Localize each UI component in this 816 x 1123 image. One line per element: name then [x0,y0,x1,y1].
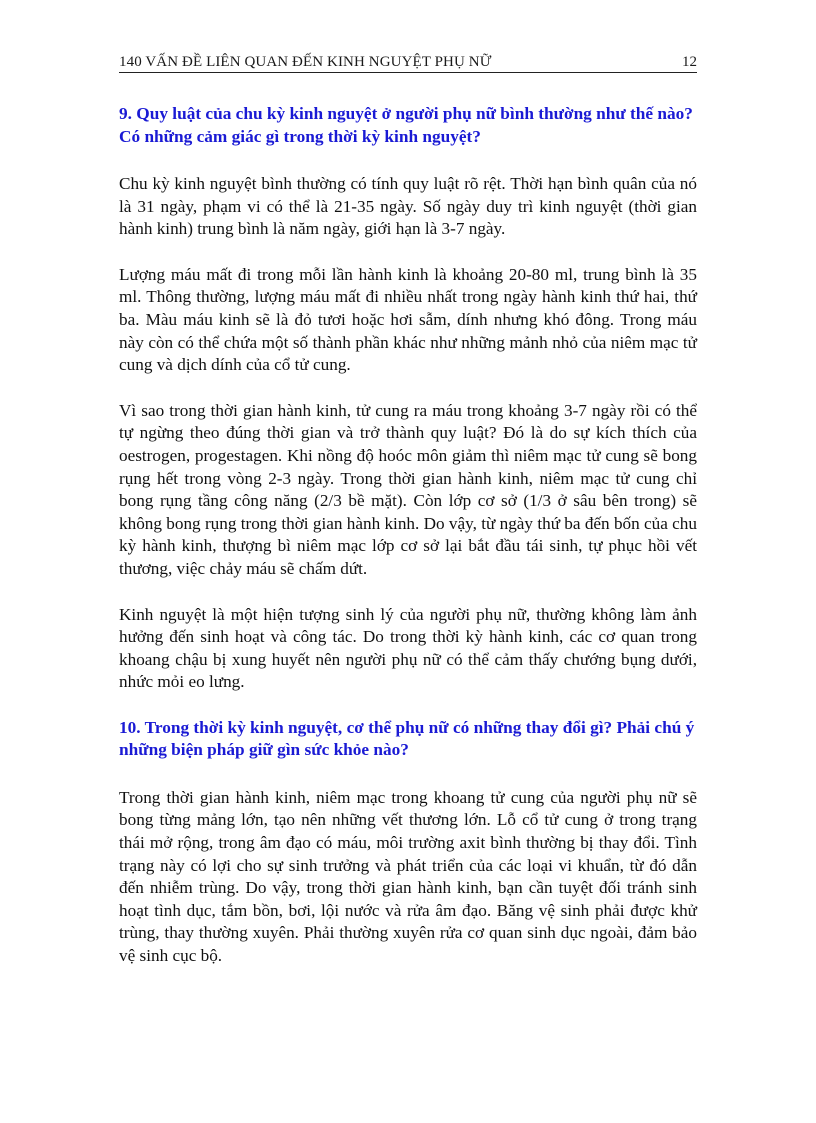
paragraph: Trong thời gian hành kinh, niêm mạc trong khoang tử cung của người phụ nữ sẽ bong từng mảng lớn, tạo nên những vết thương lớn. Lỗ cổ tử cung ở trong trạng thái mở rộng, trong âm đạo có máu, môi trường axit bình thường bị thay đổi. Tình trạng này có lợi cho sự sinh trưởng và phát triển của các loại vi khuẩn, từ đó dẫn đến nhiễm trùng. Do vậy, trong thời gian hành kinh, bạn cần tuyệt đối tránh sinh hoạt tình dục, tắm bồn, bơi, lội nước và rửa âm đạo. Băng vệ sinh phải được khử trùng, thay thường xuyên. Phải thường xuyên rửa cơ quan sinh dục ngoài, đảm bảo vệ sinh cục bộ. [119,787,697,966]
section-heading-10: 10. Trong thời kỳ kinh nguyệt, cơ thể phụ nữ có những thay đổi gì? Phải chú ý những biện pháp giữ gìn sức khỏe nào? [119,717,695,760]
section-heading-9: 9. Quy luật của chu kỳ kinh nguyệt ở người phụ nữ bình thường như thế nào? Có những cảm giác gì trong thời kỳ kinh nguyệt? [119,104,693,146]
paragraph: Chu kỳ kinh nguyệt bình thường có tính quy luật rõ rệt. Thời hạn bình quân của nó là 31 ngày, phạm vi có thể là 21-35 ngày. Số ngày duy trì kinh nguyệt (thời gian hành kinh) trung bình là năm ngày, giới hạn là 3-7 ngày. [119,174,697,239]
paragraph: Kinh nguyệt là một hiện tượng sinh lý của người phụ nữ, thường không làm ảnh hưởng đến sinh hoạt và công tác. Do trong thời kỳ hành kinh, các cơ quan trong khoang chậu bị xung huyết nên người phụ nữ có thể cảm thấy chướng bụng dưới, nhức mỏi eo lưng. [119,604,697,692]
paragraph: Lượng máu mất đi trong mỗi lần hành kinh là khoảng 20-80 ml, trung bình là 35 ml. Thông thường, lượng máu mất đi nhiều nhất trong ngày hành kinh thứ hai, thứ ba. Màu máu kinh sẽ là đỏ tươi hoặc hơi sẫm, dính nhưng khó đông. Trong máu này còn có thể chứa một số thành phần khác như những mảnh nhỏ của niêm mạc tử cung và dịch dính của cổ tử cung. [119,264,697,375]
running-title: 140 VẤN ĐỀ LIÊN QUAN ĐẾN KINH NGUYỆT PHỤ NỮ [119,54,492,70]
page-content [119,103,697,968]
page-header [119,52,697,73]
paragraph: Vì sao trong thời gian hành kinh, tử cung ra máu trong khoảng 3-7 ngày rồi có thể tự ngừng theo đúng thời gian và trở thành quy luật? Đó là do sự kích thích của oestrogen, progestagen. Khi nồng độ hoóc môn giảm thì niêm mạc tử cung sẽ bong rụng hết trong vòng 2-3 ngày. Trong thời gian hành kinh, niêm mạc tử cung chỉ bong rụng tầng công năng (2/3 bề mặt). Còn lớp cơ sở (1/3 ở sâu bên trong) sẽ không bong rụng trong thời gian hành kinh. Do vậy, từ ngày thứ ba đến bốn của chu kỳ hành kinh, thượng bì niêm mạc lớp cơ sở lại bắt đầu tái sinh, tự phục hồi vết thương, việc chảy máu sẽ chấm dứt. [119,400,697,578]
page-number: 12 [682,54,697,70]
